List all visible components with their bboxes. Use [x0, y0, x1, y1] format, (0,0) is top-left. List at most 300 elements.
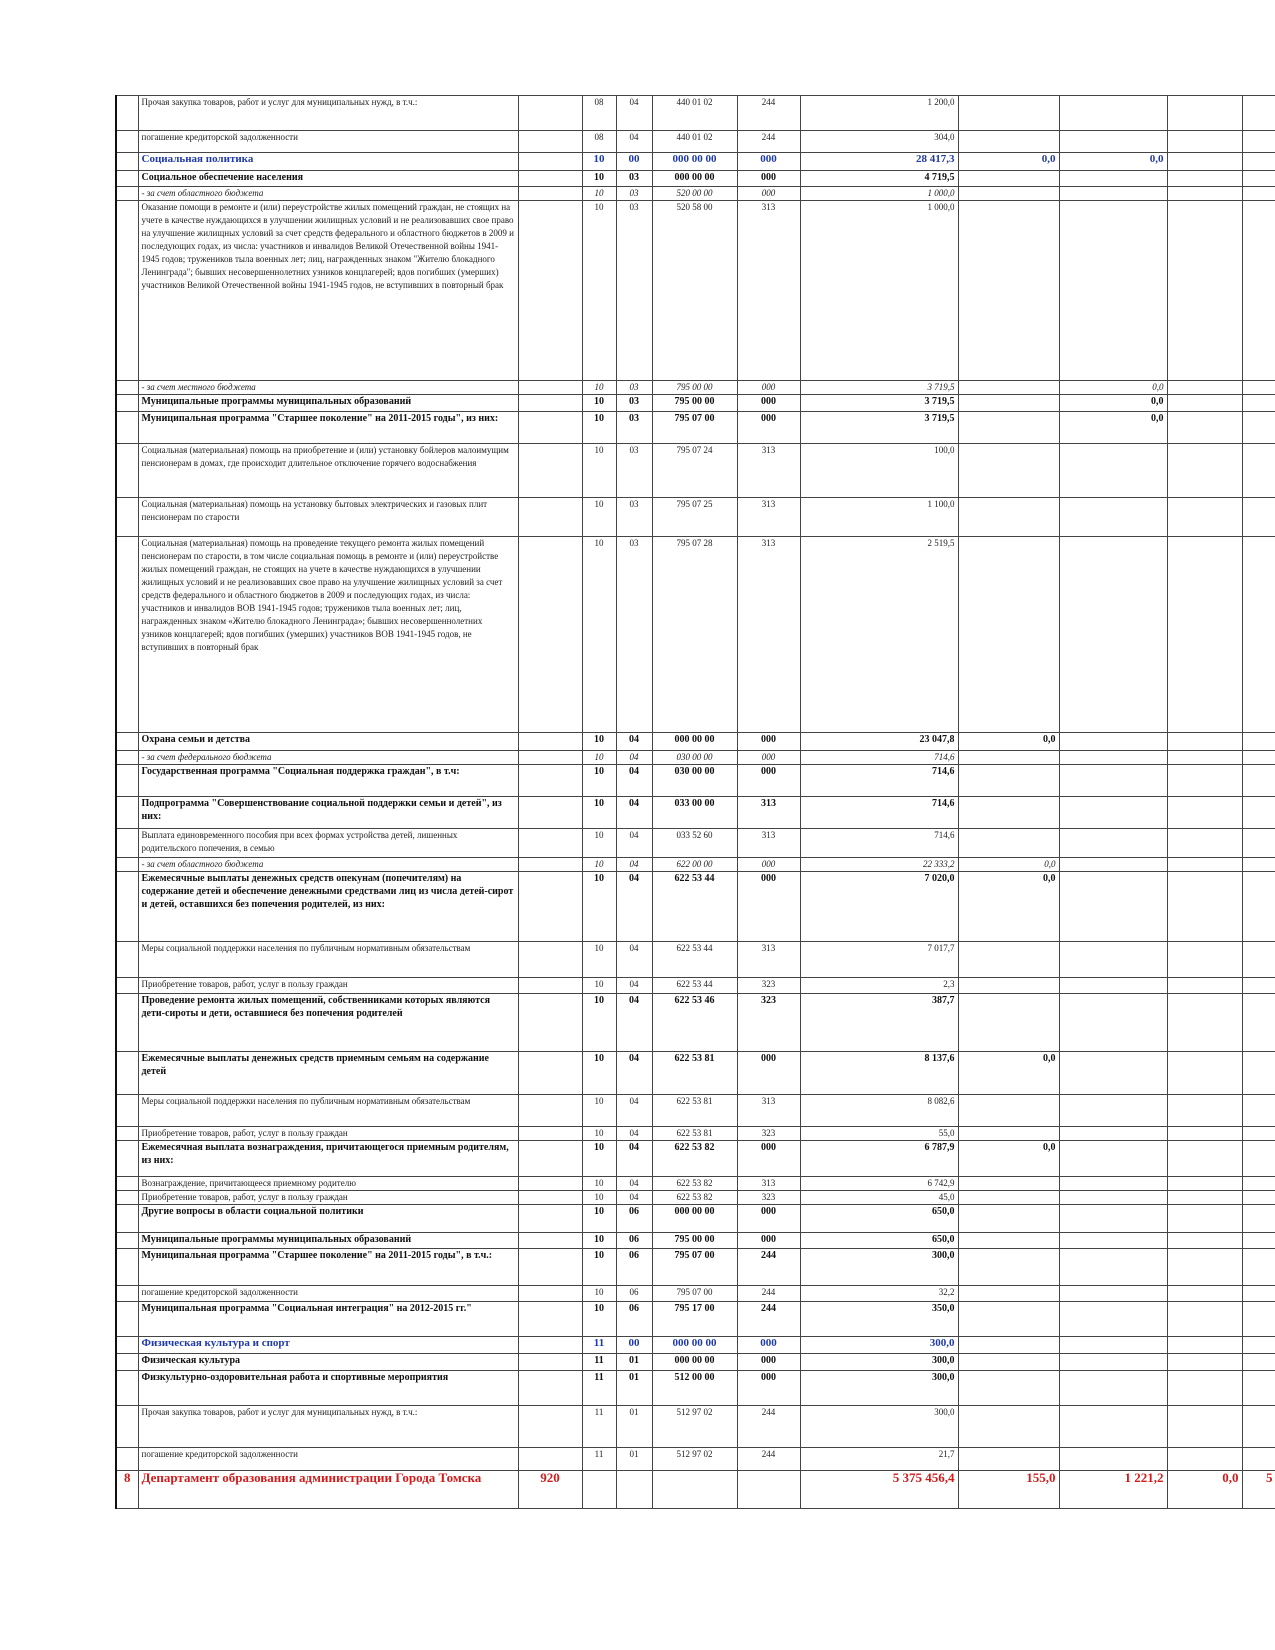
vr-code-cell: 313 [737, 201, 800, 381]
csr-code-cell: 795 00 00 [652, 395, 737, 412]
row-description-cell: Социальное обеспечение населения [138, 171, 518, 187]
col7-cell [958, 797, 1059, 829]
csr-code-cell: 622 00 00 [652, 858, 737, 872]
podrazdel-cell: 04 [616, 1127, 652, 1141]
sum-cell: 8 137,6 [800, 1052, 958, 1095]
table-row [116, 171, 1275, 187]
razdel-cell: 10 [582, 1127, 616, 1141]
sum-cell: 300,0 [800, 1249, 958, 1286]
podrazdel-cell: 06 [616, 1286, 652, 1302]
ved-code-cell [518, 131, 582, 153]
col9-cell [1167, 537, 1242, 733]
sum-cell: 3 719,5 [800, 381, 958, 395]
razdel-cell: 10 [582, 765, 616, 797]
vr-code-cell: 000 [737, 1371, 800, 1406]
razdel-cell: 11 [582, 1371, 616, 1406]
vr-code-cell: 313 [737, 498, 800, 537]
row-number-cell [116, 96, 138, 131]
col8-cell [1059, 1354, 1167, 1371]
razdel-cell: 10 [582, 381, 616, 395]
row-number-cell [116, 1233, 138, 1249]
col8-cell [1059, 1406, 1167, 1448]
table-row [116, 1095, 1275, 1127]
vr-code-cell: 000 [737, 751, 800, 765]
col8-cell [1059, 1052, 1167, 1095]
col9-cell [1167, 942, 1242, 978]
csr-code-cell: 000 00 00 [652, 153, 737, 171]
row-number-cell [116, 1205, 138, 1233]
table-row [116, 96, 1275, 131]
podrazdel-cell: 06 [616, 1205, 652, 1233]
ved-code-cell [518, 537, 582, 733]
razdel-cell: 10 [582, 201, 616, 381]
table-row [116, 1354, 1275, 1371]
row-description-cell: погашение кредиторской задолженности [138, 1286, 518, 1302]
razdel-cell: 10 [582, 1052, 616, 1095]
razdel-cell: 10 [582, 187, 616, 201]
vr-code-cell: 313 [737, 829, 800, 858]
row-description-cell: Приобретение товаров, работ, услуг в пользу граждан [138, 1191, 518, 1205]
col9-cell [1167, 153, 1242, 171]
row-description-cell: Муниципальная программа "Старшее поколение" на 2011-2015 годы", из них: [138, 412, 518, 444]
ved-code-cell [518, 201, 582, 381]
col10-cell [1242, 96, 1275, 131]
row-description-cell: Прочая закупка товаров, работ и услуг для муниципальных нужд, в т.ч.: [138, 96, 518, 131]
csr-code-cell: 795 07 28 [652, 537, 737, 733]
sum-cell: 714,6 [800, 797, 958, 829]
ved-code-cell [518, 978, 582, 994]
row-number-cell [116, 797, 138, 829]
razdel-cell: 11 [582, 1406, 616, 1448]
row-description-cell: Муниципальная программа "Социальная интеграция" на 2012-2015 гг." [138, 1302, 518, 1337]
col7-cell [958, 942, 1059, 978]
row-number-cell [116, 1127, 138, 1141]
csr-code-cell: 512 97 02 [652, 1406, 737, 1448]
vr-code-cell: 244 [737, 1302, 800, 1337]
row-number-cell [116, 1052, 138, 1095]
ved-code-cell [518, 1406, 582, 1448]
table-row [116, 1249, 1275, 1286]
razdel-cell: 10 [582, 733, 616, 751]
row-description-cell: Ежемесячные выплаты денежных средств приемным семьям на содержание детей [138, 1052, 518, 1095]
razdel-cell: 10 [582, 829, 616, 858]
vr-code-cell: 313 [737, 537, 800, 733]
vr-code-cell: 313 [737, 1095, 800, 1127]
col9-cell [1167, 381, 1242, 395]
razdel-cell: 08 [582, 131, 616, 153]
col7-cell: 0,0 [958, 872, 1059, 942]
col10-cell [1242, 498, 1275, 537]
podrazdel-cell: 04 [616, 131, 652, 153]
podrazdel-cell: 04 [616, 96, 652, 131]
vr-code-cell: 000 [737, 153, 800, 171]
razdel-cell: 10 [582, 1191, 616, 1205]
row-description-cell: Выплата единовременного пособия при всех формах устройства детей, лишенных родительского попечения, в семью [138, 829, 518, 858]
row-number-cell [116, 537, 138, 733]
col7-cell: 0,0 [958, 1052, 1059, 1095]
row-description-cell: Меры социальной поддержки населения по публичным нормативным обязательствам [138, 1095, 518, 1127]
row-number-cell [116, 153, 138, 171]
vr-code-cell: 313 [737, 1177, 800, 1191]
col10-cell [1242, 171, 1275, 187]
table-row [116, 858, 1275, 872]
ved-code-cell [518, 829, 582, 858]
row-description-cell: - за счет областного бюджета [138, 187, 518, 201]
csr-code-cell: 795 00 00 [652, 1233, 737, 1249]
col8-cell: 0,0 [1059, 153, 1167, 171]
ved-code-cell [518, 1127, 582, 1141]
csr-code-cell: 622 53 44 [652, 872, 737, 942]
csr-code-cell: 033 52 60 [652, 829, 737, 858]
csr-code-cell: 622 53 46 [652, 994, 737, 1052]
vr-code-cell [737, 1471, 800, 1509]
table-row [116, 872, 1275, 942]
sum-cell: 304,0 [800, 131, 958, 153]
col10-cell [1242, 858, 1275, 872]
csr-code-cell: 622 53 44 [652, 942, 737, 978]
sum-cell: 32,2 [800, 1286, 958, 1302]
sum-cell: 6 787,9 [800, 1141, 958, 1177]
sum-cell: 650,0 [800, 1233, 958, 1249]
col9-cell [1167, 751, 1242, 765]
col10-cell [1242, 797, 1275, 829]
row-number-cell [116, 1095, 138, 1127]
row-number-cell: 8 [116, 1471, 138, 1509]
col10-cell [1242, 412, 1275, 444]
row-number-cell [116, 1302, 138, 1337]
vr-code-cell: 000 [737, 858, 800, 872]
row-number-cell [116, 1354, 138, 1371]
col8-cell [1059, 498, 1167, 537]
podrazdel-cell: 01 [616, 1406, 652, 1448]
csr-code-cell: 622 53 81 [652, 1127, 737, 1141]
col7-cell [958, 978, 1059, 994]
col10-cell [1242, 1095, 1275, 1127]
csr-code-cell: 000 00 00 [652, 733, 737, 751]
vr-code-cell: 000 [737, 1233, 800, 1249]
razdel-cell: 11 [582, 1448, 616, 1471]
ved-code-cell [518, 395, 582, 412]
csr-code-cell: 622 53 82 [652, 1191, 737, 1205]
ved-code-cell [518, 1052, 582, 1095]
row-number-cell [116, 412, 138, 444]
vr-code-cell: 000 [737, 1141, 800, 1177]
podrazdel-cell: 04 [616, 1052, 652, 1095]
vr-code-cell: 000 [737, 187, 800, 201]
vr-code-cell: 000 [737, 765, 800, 797]
col10-cell [1242, 1127, 1275, 1141]
table-row [116, 751, 1275, 765]
col8-cell [1059, 201, 1167, 381]
table-row [116, 1052, 1275, 1095]
row-description-cell: Подпрограмма "Совершенствование социальной поддержки семьи и детей", из них: [138, 797, 518, 829]
row-description-cell: Вознаграждение, причитающееся приемному родителю [138, 1177, 518, 1191]
col8-cell [1059, 1095, 1167, 1127]
csr-code-cell: 520 58 00 [652, 201, 737, 381]
csr-code-cell: 440 01 02 [652, 131, 737, 153]
col9-cell [1167, 1205, 1242, 1233]
row-description-cell: Ежемесячная выплата вознаграждения, причитающегося приемным родителям, из них: [138, 1141, 518, 1177]
col10-cell [1242, 872, 1275, 942]
col9-cell [1167, 395, 1242, 412]
sum-cell: 8 082,6 [800, 1095, 958, 1127]
vr-code-cell: 323 [737, 1127, 800, 1141]
row-description-cell: Муниципальные программы муниципальных образований [138, 395, 518, 412]
table-row [116, 1371, 1275, 1406]
row-number-cell [116, 1371, 138, 1406]
table-row [116, 829, 1275, 858]
col8-cell [1059, 1249, 1167, 1286]
ved-code-cell [518, 1249, 582, 1286]
col10-cell [1242, 751, 1275, 765]
col8-cell [1059, 1205, 1167, 1233]
row-number-cell [116, 765, 138, 797]
row-number-cell [116, 395, 138, 412]
row-number-cell [116, 444, 138, 498]
ved-code-cell [518, 444, 582, 498]
podrazdel-cell: 00 [616, 153, 652, 171]
razdel-cell: 08 [582, 96, 616, 131]
row-description-cell: Другие вопросы в области социальной политики [138, 1205, 518, 1233]
podrazdel-cell: 04 [616, 978, 652, 994]
table-row [116, 1337, 1275, 1354]
col7-cell [958, 537, 1059, 733]
row-number-cell [116, 1406, 138, 1448]
vr-code-cell: 313 [737, 444, 800, 498]
razdel-cell: 10 [582, 153, 616, 171]
vr-code-cell: 000 [737, 1354, 800, 1371]
sum-cell: 4 719,5 [800, 171, 958, 187]
col10-cell [1242, 444, 1275, 498]
col7-cell [958, 1371, 1059, 1406]
ved-code-cell [518, 1371, 582, 1406]
row-description-cell: Муниципальная программа "Старшее поколение" на 2011-2015 годы", в т.ч.: [138, 1249, 518, 1286]
vr-code-cell: 313 [737, 942, 800, 978]
row-description-cell: Ежемесячные выплаты денежных средств опекунам (попечителям) на содержание детей и обеспечение денежными средствами лиц из числа детей-сирот и детей, оставшихся без попечения родителей, из них: [138, 872, 518, 942]
row-number-cell [116, 751, 138, 765]
col10-cell [1242, 733, 1275, 751]
vr-code-cell: 244 [737, 1406, 800, 1448]
col10-cell [1242, 131, 1275, 153]
col8-cell [1059, 1286, 1167, 1302]
col7-cell [958, 1191, 1059, 1205]
col7-cell [958, 131, 1059, 153]
col10-cell [1242, 1406, 1275, 1448]
vr-code-cell: 323 [737, 994, 800, 1052]
ved-code-cell [518, 1095, 582, 1127]
razdel-cell: 10 [582, 858, 616, 872]
vr-code-cell: 000 [737, 1052, 800, 1095]
table-row [116, 1177, 1275, 1191]
col10-cell [1242, 978, 1275, 994]
col8-cell: 0,0 [1059, 381, 1167, 395]
col7-cell [958, 751, 1059, 765]
row-description-cell: Департамент образования администрации Города Томска [138, 1471, 518, 1509]
col9-cell [1167, 1052, 1242, 1095]
col8-cell [1059, 1141, 1167, 1177]
col7-cell [958, 1233, 1059, 1249]
podrazdel-cell: 06 [616, 1233, 652, 1249]
table-row [116, 1127, 1275, 1141]
sum-cell: 1 000,0 [800, 201, 958, 381]
col8-cell [1059, 96, 1167, 131]
col8-cell [1059, 1177, 1167, 1191]
row-description-cell: Физкультурно-оздоровительная работа и спортивные мероприятия [138, 1371, 518, 1406]
ved-code-cell [518, 171, 582, 187]
csr-code-cell: 795 07 00 [652, 1249, 737, 1286]
ved-code-cell [518, 733, 582, 751]
col7-cell [958, 412, 1059, 444]
vr-code-cell: 244 [737, 1249, 800, 1286]
podrazdel-cell: 03 [616, 444, 652, 498]
col8-cell [1059, 1127, 1167, 1141]
col9-cell [1167, 1127, 1242, 1141]
vr-code-cell: 000 [737, 381, 800, 395]
sum-cell: 714,6 [800, 765, 958, 797]
col7-cell [958, 187, 1059, 201]
table-row [116, 1471, 1275, 1509]
csr-code-cell: 000 00 00 [652, 171, 737, 187]
razdel-cell: 10 [582, 395, 616, 412]
col8-cell [1059, 872, 1167, 942]
table-row [116, 444, 1275, 498]
vr-code-cell: 000 [737, 1337, 800, 1354]
podrazdel-cell: 04 [616, 797, 652, 829]
col8-cell [1059, 1302, 1167, 1337]
row-description-cell: Прочая закупка товаров, работ и услуг для муниципальных нужд, в т.ч.: [138, 1406, 518, 1448]
table-row [116, 978, 1275, 994]
col8-cell [1059, 733, 1167, 751]
col8-cell [1059, 858, 1167, 872]
ved-code-cell [518, 1354, 582, 1371]
razdel-cell: 10 [582, 1205, 616, 1233]
podrazdel-cell: 04 [616, 765, 652, 797]
razdel-cell: 10 [582, 797, 616, 829]
sum-cell: 650,0 [800, 1205, 958, 1233]
razdel-cell: 10 [582, 751, 616, 765]
col7-cell: 0,0 [958, 1141, 1059, 1177]
podrazdel-cell: 03 [616, 395, 652, 412]
podrazdel-cell: 06 [616, 1302, 652, 1337]
col8-cell [1059, 537, 1167, 733]
razdel-cell: 10 [582, 498, 616, 537]
ved-code-cell [518, 858, 582, 872]
col9-cell [1167, 498, 1242, 537]
podrazdel-cell: 04 [616, 1141, 652, 1177]
sum-cell: 300,0 [800, 1337, 958, 1354]
ved-code-cell [518, 1337, 582, 1354]
sum-cell: 2 519,5 [800, 537, 958, 733]
razdel-cell: 11 [582, 1354, 616, 1371]
table-row [116, 1205, 1275, 1233]
col8-cell [1059, 765, 1167, 797]
sum-cell: 55,0 [800, 1127, 958, 1141]
col9-cell [1167, 1302, 1242, 1337]
row-number-cell [116, 942, 138, 978]
podrazdel-cell: 04 [616, 733, 652, 751]
col8-cell [1059, 1337, 1167, 1354]
col9-cell [1167, 978, 1242, 994]
csr-code-cell: 795 07 00 [652, 1286, 737, 1302]
row-description-cell: Оказание помощи в ремонте и (или) переустройстве жилых помещений граждан, не стоящих на учете в качестве нуждающихся в улучшении жилищных условий и не реализовавших свое право на улучшение жилищных условий за счет средств федерального и областного бюджетов в 2009 и последующих годах, из числа: участников и инвалидов Великой Отечественной войны 1941-1945 годов; тружеников тыла военных лет; лиц, награжденных знаком "Жителю блокадного Ленинграда"; бывших несовершеннолетних узников концлагерей; вдов погибших (умерших) участников Великой Отечественной войны 1941-1945 годов, не вступивших в повторный брак [138, 201, 518, 381]
ved-code-cell: 920 [518, 1471, 582, 1509]
row-number-cell [116, 381, 138, 395]
razdel-cell: 10 [582, 994, 616, 1052]
col9-cell [1167, 1249, 1242, 1286]
col8-cell [1059, 131, 1167, 153]
csr-code-cell: 795 07 24 [652, 444, 737, 498]
table-row [116, 187, 1275, 201]
csr-code-cell: 520 00 00 [652, 187, 737, 201]
sum-cell: 28 417,3 [800, 153, 958, 171]
sum-cell: 714,6 [800, 829, 958, 858]
razdel-cell: 10 [582, 1177, 616, 1191]
ved-code-cell [518, 96, 582, 131]
sum-cell: 100,0 [800, 444, 958, 498]
sum-cell: 300,0 [800, 1354, 958, 1371]
table-row [116, 942, 1275, 978]
podrazdel-cell: 01 [616, 1354, 652, 1371]
podrazdel-cell: 04 [616, 1191, 652, 1205]
row-number-cell [116, 1337, 138, 1354]
col10-cell [1242, 1177, 1275, 1191]
table-row [116, 765, 1275, 797]
col7-cell [958, 498, 1059, 537]
col7-cell [958, 1354, 1059, 1371]
col10-cell [1242, 1233, 1275, 1249]
budget-table [115, 95, 1275, 1509]
col9-cell [1167, 1406, 1242, 1448]
ved-code-cell [518, 1205, 582, 1233]
vr-code-cell: 000 [737, 395, 800, 412]
csr-code-cell: 512 00 00 [652, 1371, 737, 1406]
ved-code-cell [518, 797, 582, 829]
csr-code-cell: 440 01 02 [652, 96, 737, 131]
table-row [116, 797, 1275, 829]
col7-cell [958, 1286, 1059, 1302]
col9-cell [1167, 1233, 1242, 1249]
col9-cell [1167, 797, 1242, 829]
podrazdel-cell: 06 [616, 1249, 652, 1286]
csr-code-cell: 622 53 82 [652, 1141, 737, 1177]
col7-cell: 0,0 [958, 153, 1059, 171]
razdel-cell: 10 [582, 444, 616, 498]
col8-cell [1059, 1233, 1167, 1249]
row-description-cell: Социальная (материальная) помощь на приобретение и (или) установку бойлеров малоимущим пенсионерам в домах, где происходит длительное отключение горячего водоснабжения [138, 444, 518, 498]
sum-cell: 2,3 [800, 978, 958, 994]
table-row [116, 1191, 1275, 1205]
col7-cell [958, 994, 1059, 1052]
row-description-cell: Физическая культура и спорт [138, 1337, 518, 1354]
csr-code-cell: 000 00 00 [652, 1337, 737, 1354]
razdel-cell [582, 1471, 616, 1509]
col10-cell [1242, 381, 1275, 395]
col10-cell [1242, 537, 1275, 733]
podrazdel-cell: 03 [616, 381, 652, 395]
table-row [116, 201, 1275, 381]
csr-code-cell: 795 07 00 [652, 412, 737, 444]
sum-cell: 21,7 [800, 1448, 958, 1471]
row-number-cell [116, 171, 138, 187]
col9-cell [1167, 1141, 1242, 1177]
csr-code-cell: 512 97 02 [652, 1448, 737, 1471]
table-row [116, 153, 1275, 171]
podrazdel-cell: 04 [616, 1177, 652, 1191]
col10-cell [1242, 1337, 1275, 1354]
col8-cell: 0,0 [1059, 395, 1167, 412]
col10-cell [1242, 1448, 1275, 1471]
col9-cell [1167, 1177, 1242, 1191]
